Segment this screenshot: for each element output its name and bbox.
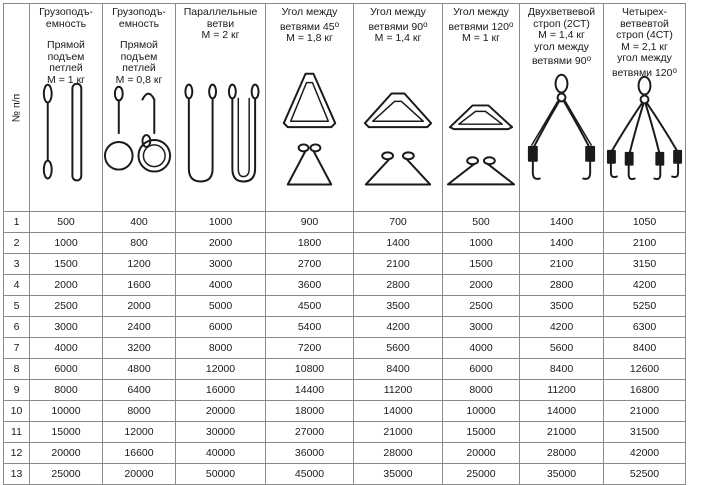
load-value-cell: 11200 xyxy=(520,380,604,401)
load-value-cell: 4200 xyxy=(520,317,604,338)
angle-120-icon xyxy=(443,69,519,209)
header-col-6-line-1: Угол между xyxy=(453,6,509,18)
load-value-cell: 36000 xyxy=(266,443,354,464)
load-capacity-table xyxy=(3,3,686,485)
load-value-cell: 1000 xyxy=(176,212,266,233)
header-col-3-line-3: М = 2 кг xyxy=(201,29,240,41)
row-number-cell: 4 xyxy=(4,275,30,296)
header-col-6-line-3: М = 1 кг xyxy=(462,32,500,44)
header-col-7-line-3: М = 1,4 кг xyxy=(538,29,585,41)
table-body xyxy=(4,4,686,485)
row-number-cell: 10 xyxy=(4,401,30,422)
load-value-cell: 1500 xyxy=(30,254,103,275)
degree-sign: о xyxy=(672,65,677,75)
load-value-cell: 6400 xyxy=(103,380,176,401)
load-value-cell: 8400 xyxy=(604,338,686,359)
loop-sling-straight-icon xyxy=(30,69,102,209)
load-value-cell: 12000 xyxy=(103,422,176,443)
header-col-2 xyxy=(103,4,176,212)
load-value-cell: 1500 xyxy=(443,254,520,275)
load-value-cell: 3200 xyxy=(103,338,176,359)
load-value-cell: 30000 xyxy=(176,422,266,443)
load-value-cell: 1600 xyxy=(103,275,176,296)
load-value-cell: 4500 xyxy=(266,296,354,317)
header-col-8-line-6: ветвями $120^о$ xyxy=(612,65,677,79)
load-value-cell: 14400 xyxy=(266,380,354,401)
load-value-cell: 20000 xyxy=(103,464,176,485)
load-value-cell: 35000 xyxy=(520,464,604,485)
load-value-cell: 4800 xyxy=(103,359,176,380)
load-value-cell: 2100 xyxy=(604,233,686,254)
row-number-cell: 6 xyxy=(4,317,30,338)
load-value-cell: 4000 xyxy=(443,338,520,359)
table-row xyxy=(4,443,686,464)
header-col-2-extra-2: подъем xyxy=(120,50,158,63)
table-row xyxy=(4,212,686,233)
header-col-4-line-3: М = 1,8 кг xyxy=(286,32,333,44)
load-value-cell: 1400 xyxy=(354,233,443,254)
row-number-cell: 12 xyxy=(4,443,30,464)
load-value-cell: 3000 xyxy=(176,254,266,275)
row-number-cell: 13 xyxy=(4,464,30,485)
load-value-cell: 2000 xyxy=(176,233,266,254)
load-value-cell: 35000 xyxy=(354,464,443,485)
row-number-cell: 9 xyxy=(4,380,30,401)
load-value-cell: 4000 xyxy=(176,275,266,296)
load-value-cell: 18000 xyxy=(266,401,354,422)
load-value-cell: 12600 xyxy=(604,359,686,380)
header-col-8-line-4: М = 2,1 кг xyxy=(621,40,668,53)
header-col-7-line-2: строп (2СТ) xyxy=(533,17,590,30)
header-col-8-line-2: ветвевтой xyxy=(620,17,669,30)
row-number-header xyxy=(4,4,30,212)
load-value-cell: 1400 xyxy=(520,212,604,233)
load-value-cell: 10800 xyxy=(266,359,354,380)
load-value-cell: 2000 xyxy=(30,275,103,296)
load-value-cell: 50000 xyxy=(176,464,266,485)
load-value-cell: 5400 xyxy=(266,317,354,338)
load-value-cell: 2800 xyxy=(354,275,443,296)
angle-45-icon xyxy=(266,69,353,209)
header-col-4 xyxy=(266,4,354,212)
load-value-cell: 2800 xyxy=(520,275,604,296)
load-value-cell: 25000 xyxy=(443,464,520,485)
load-value-cell: 800 xyxy=(103,233,176,254)
load-value-cell: 6000 xyxy=(176,317,266,338)
load-value-cell: 1000 xyxy=(30,233,103,254)
parallel-legs-icon xyxy=(176,69,265,209)
load-value-cell: 14000 xyxy=(354,401,443,422)
load-value-cell: 1000 xyxy=(443,233,520,254)
four-leg-sling-icon xyxy=(604,69,685,209)
load-value-cell: 900 xyxy=(266,212,354,233)
header-col-8-line-3: строп (4СТ) xyxy=(616,29,673,41)
header-col-4-line-1: Угол между xyxy=(281,6,338,18)
header-col-7-line-5: ветвями $90^о$ xyxy=(531,54,592,67)
table-row xyxy=(4,233,686,254)
header-col-8-line-5: угол между xyxy=(617,52,672,64)
load-value-cell: 5250 xyxy=(604,296,686,317)
load-value-cell: 12000 xyxy=(176,359,266,380)
header-col-7 xyxy=(520,4,604,212)
degree-sign: о xyxy=(508,19,514,29)
load-value-cell: 15000 xyxy=(30,422,103,443)
row-number-cell: 5 xyxy=(4,296,30,317)
load-value-cell: 3150 xyxy=(604,254,686,275)
load-value-cell: 7200 xyxy=(266,338,354,359)
load-value-cell: 2000 xyxy=(103,296,176,317)
load-value-cell: 52500 xyxy=(604,464,686,485)
header-col-1-line-1: Грузоподъ- xyxy=(39,6,93,18)
load-value-cell: 10000 xyxy=(443,401,520,422)
load-value-cell: 6300 xyxy=(604,317,686,338)
table-row xyxy=(4,422,686,443)
load-value-cell: 5600 xyxy=(520,338,604,359)
load-value-cell: 20000 xyxy=(176,401,266,422)
header-col-2-line-1: Грузоподъ- xyxy=(112,6,166,18)
table-row xyxy=(4,380,686,401)
degree-sign: о xyxy=(334,19,340,29)
table-row xyxy=(4,464,686,485)
load-value-cell: 4000 xyxy=(30,338,103,359)
load-value-cell: 2100 xyxy=(354,254,443,275)
header-col-7-line-4: угол между xyxy=(534,40,589,53)
table-row xyxy=(4,401,686,422)
row-number-cell: 11 xyxy=(4,422,30,443)
header-col-1-extra-2: подъем xyxy=(47,50,85,63)
header-col-7-line-1: Двухветвевой xyxy=(527,6,596,18)
load-value-cell: 8400 xyxy=(354,359,443,380)
header-col-1 xyxy=(30,4,103,212)
load-value-cell: 1050 xyxy=(604,212,686,233)
load-value-cell: 40000 xyxy=(176,443,266,464)
row-number-cell: 7 xyxy=(4,338,30,359)
load-value-cell: 6000 xyxy=(30,359,103,380)
header-col-1-extra-1: Прямой xyxy=(47,39,85,51)
load-value-cell: 16000 xyxy=(176,380,266,401)
load-value-cell: 1200 xyxy=(103,254,176,275)
load-value-cell: 15000 xyxy=(443,422,520,443)
load-value-cell: 16800 xyxy=(604,380,686,401)
load-value-cell: 20000 xyxy=(443,443,520,464)
load-value-cell: 8000 xyxy=(103,401,176,422)
load-value-cell: 3000 xyxy=(30,317,103,338)
load-value-cell: 8000 xyxy=(176,338,266,359)
load-value-cell: 3500 xyxy=(354,296,443,317)
load-value-cell: 1400 xyxy=(520,233,604,254)
header-col-6-line-2: ветвями $120^о$ xyxy=(448,19,514,33)
header-col-6 xyxy=(443,4,520,212)
load-value-cell: 2000 xyxy=(443,275,520,296)
loop-sling-choke-icon xyxy=(103,69,175,209)
load-value-cell: 28000 xyxy=(520,443,604,464)
load-value-cell: 31500 xyxy=(604,422,686,443)
load-value-cell: 25000 xyxy=(30,464,103,485)
load-value-cell: 400 xyxy=(103,212,176,233)
load-value-cell: 42000 xyxy=(604,443,686,464)
load-value-cell: 2400 xyxy=(103,317,176,338)
header-col-1-extra-3: петлей xyxy=(49,62,83,74)
load-value-cell: 3600 xyxy=(266,275,354,296)
header-col-1-line-2: емность xyxy=(45,17,87,30)
load-value-cell: 6000 xyxy=(443,359,520,380)
table-row xyxy=(4,296,686,317)
two-leg-sling-icon xyxy=(520,69,603,209)
load-value-cell: 11200 xyxy=(354,380,443,401)
table-row xyxy=(4,338,686,359)
load-value-cell: 1800 xyxy=(266,233,354,254)
load-value-cell: 3500 xyxy=(520,296,604,317)
load-value-cell: 5600 xyxy=(354,338,443,359)
header-col-3-line-1: Параллельные xyxy=(183,6,258,18)
load-value-cell: 8000 xyxy=(443,380,520,401)
header-col-3 xyxy=(176,4,266,212)
load-value-cell: 10000 xyxy=(30,401,103,422)
load-value-cell: 5000 xyxy=(176,296,266,317)
header-col-5-line-3: М = 1,4 кг xyxy=(374,32,422,44)
header-col-2-extra-4: М = 0,8 кг xyxy=(115,73,163,86)
load-value-cell: 8000 xyxy=(30,380,103,401)
header-col-5-line-1: Угол между xyxy=(370,6,426,18)
load-value-cell: 20000 xyxy=(30,443,103,464)
load-value-cell: 2500 xyxy=(443,296,520,317)
load-value-cell: 8400 xyxy=(520,359,604,380)
row-number-cell: 8 xyxy=(4,359,30,380)
row-number-cell: 2 xyxy=(4,233,30,254)
angle-90-icon xyxy=(354,69,442,209)
header-col-5-line-2: ветвями $90^о$ xyxy=(368,19,428,33)
header-col-5 xyxy=(354,4,443,212)
load-value-cell: 21000 xyxy=(604,401,686,422)
row-number-cell: 3 xyxy=(4,254,30,275)
load-value-cell: 2100 xyxy=(520,254,604,275)
row-number-cell: 1 xyxy=(4,212,30,233)
header-col-3-line-2: ветви xyxy=(206,17,235,30)
load-value-cell: 28000 xyxy=(354,443,443,464)
load-value-cell: 21000 xyxy=(354,422,443,443)
header-col-2-line-2: емность xyxy=(118,17,160,30)
degree-sign: о xyxy=(586,54,592,63)
header-col-8-line-1: Четырех- xyxy=(621,6,668,18)
table-row xyxy=(4,275,686,296)
header-col-2-extra-3: петлей xyxy=(122,62,156,74)
load-value-cell: 500 xyxy=(443,212,520,233)
header-col-2-extra-1: Прямой xyxy=(120,39,158,51)
load-value-cell: 4200 xyxy=(604,275,686,296)
load-value-cell: 3000 xyxy=(443,317,520,338)
load-value-cell: 45000 xyxy=(266,464,354,485)
table-row xyxy=(4,254,686,275)
load-value-cell: 21000 xyxy=(520,422,604,443)
header-col-1-extra-4: М = 1 кг xyxy=(47,73,85,86)
load-value-cell: 700 xyxy=(354,212,443,233)
load-value-cell: 14000 xyxy=(520,401,604,422)
load-value-cell: 16600 xyxy=(103,443,176,464)
degree-sign: о xyxy=(423,19,428,29)
load-value-cell: 27000 xyxy=(266,422,354,443)
table-row xyxy=(4,317,686,338)
row-number-header-label: № п/п xyxy=(9,93,22,122)
load-value-cell: 2500 xyxy=(30,296,103,317)
load-value-cell: 4200 xyxy=(354,317,443,338)
header-col-8 xyxy=(604,4,686,212)
load-value-cell: 500 xyxy=(30,212,103,233)
header-row xyxy=(4,4,686,212)
table-row xyxy=(4,359,686,380)
header-col-4-line-2: ветвями $45^о$ xyxy=(279,19,340,33)
load-value-cell: 2700 xyxy=(266,254,354,275)
